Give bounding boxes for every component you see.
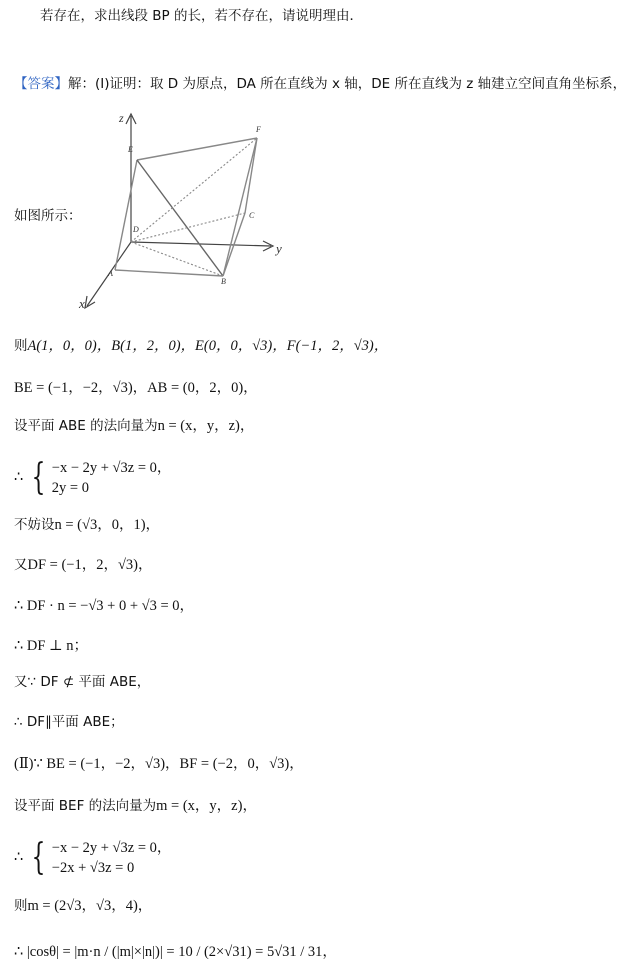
answer-intro-text: 解：(Ⅰ)证明：取 D 为原点，DA 所在直线为 x 轴，DE 所在直线为 z 轴建立空间直角坐标系， — [68, 76, 627, 92]
label-y: y — [276, 241, 282, 256]
edge-EB — [137, 160, 223, 276]
coords-text: A(1，0，0)，B(1，2，0)，E(0，0，√3)，F(−1，2，√3)， — [27, 338, 389, 354]
m-value-line — [14, 896, 152, 916]
df-parallel-line — [14, 712, 124, 732]
assume-n-line — [14, 515, 160, 535]
df-not-in-plane-text: 又∵ DF ⊄ 平面 ABE， — [14, 674, 151, 690]
system-2-group — [27, 838, 172, 878]
normal-abe-line — [14, 416, 254, 436]
df-perp-text: ∴ DF ⊥ n； — [14, 638, 89, 654]
figure-caption — [14, 206, 82, 226]
m-value-text: m = (2√3，√3，4)， — [27, 898, 153, 914]
coordinate-figure — [75, 108, 290, 313]
sys2-line1: −x − 2y + √3z = 0， — [51, 840, 172, 856]
system-1-group — [27, 458, 172, 498]
df-dot-n-line — [14, 596, 194, 616]
normal-bef-line — [14, 796, 257, 816]
df-vector-line — [14, 555, 153, 575]
brace-1: { — [31, 457, 46, 498]
edge-FC — [245, 138, 257, 213]
part2-line — [14, 754, 304, 774]
df-dot-n-text: ∴ DF · n = −√3 + 0 + √3 = 0， — [14, 598, 195, 614]
df-vector-text: DF = (−1，2，√3)， — [27, 557, 153, 573]
figure-caption-text: 如图所示： — [14, 208, 82, 224]
answer-tag: 【答案】 — [14, 76, 68, 92]
edge-DC-dashed — [131, 213, 245, 242]
df-not-in-plane-line — [14, 672, 150, 692]
therefore-1: ∴ — [14, 469, 24, 486]
be-ab-text: BE = (−1，−2，√3)，AB = (0，2，0)， — [14, 380, 258, 396]
coords-prefix: 则 — [14, 338, 28, 354]
edge-EF — [137, 138, 257, 160]
normal-bef-text: m = (x，y，z)， — [156, 798, 257, 814]
normal-abe-prefix: 设平面 ABE 的法向量为 — [14, 418, 158, 434]
normal-bef-prefix: 设平面 BEF 的法向量为 — [14, 798, 157, 814]
edge-FB — [223, 138, 257, 276]
sys1-line2: 2y = 0 — [51, 480, 89, 496]
assume-n-text: n = (√3，0，1)， — [54, 517, 161, 533]
label-z: z — [119, 111, 124, 125]
edge-DB-dashed — [131, 242, 223, 276]
df-parallel-text: ∴ DF∥平面 ABE； — [14, 714, 124, 730]
therefore-2: ∴ — [14, 849, 24, 866]
be-ab-line — [14, 378, 258, 398]
answer-intro-line — [14, 74, 626, 94]
also-prefix: 又 — [14, 557, 28, 573]
label-E: E — [128, 145, 133, 154]
brace-2: { — [31, 837, 46, 878]
system-1 — [14, 458, 171, 498]
edge-EA — [115, 160, 137, 270]
intro-line — [40, 6, 363, 26]
label-D: D — [133, 225, 139, 234]
sys2-line2: −2x + √3z = 0 — [51, 860, 135, 876]
label-C: C — [249, 211, 255, 220]
label-F: F — [256, 125, 261, 134]
system-2-lines — [52, 838, 172, 878]
assume-prefix: 不妨设 — [14, 517, 55, 533]
sys1-line1: −x − 2y + √3z = 0， — [51, 460, 172, 476]
normal-abe-text: n = (x，y，z)， — [157, 418, 255, 434]
cos-line — [14, 942, 337, 962]
system-2 — [14, 838, 171, 878]
label-A: A — [108, 269, 113, 278]
part2-text: (Ⅱ)∵ BE = (−1，−2，√3)，BF = (−2，0，√3)， — [14, 756, 304, 772]
edge-AB — [115, 270, 223, 276]
then-prefix: 则 — [14, 898, 28, 914]
intro-text: 若存在，求出线段 BP 的长，若不存在，请说明理由． — [40, 8, 363, 24]
df-perp-line — [14, 636, 88, 656]
system-1-lines — [52, 458, 172, 498]
label-B: B — [221, 277, 226, 286]
coords-line — [14, 336, 388, 356]
cos-text: ∴ |cosθ| = |m·n / (|m|×|n|)| = 10 / (2×√31) = 5√31 / 31， — [14, 944, 337, 960]
label-x: x — [79, 296, 85, 311]
